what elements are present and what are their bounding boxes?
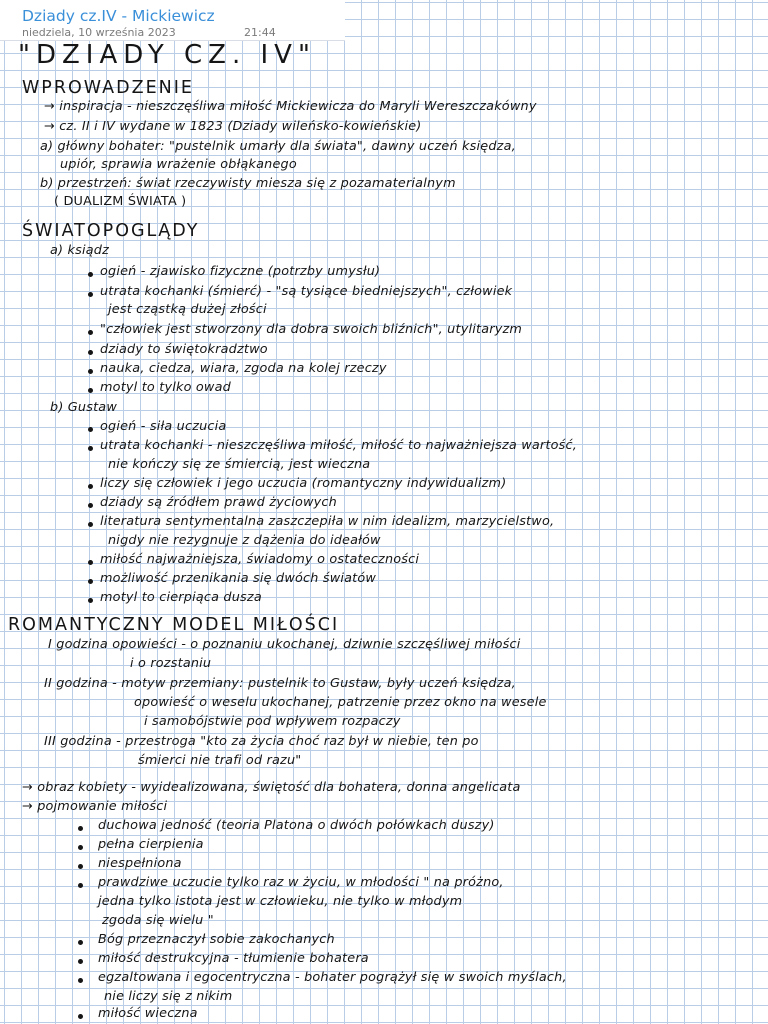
love-item-5: jedna tylko istota jest w człowieku, nie tylko w młodym (98, 894, 463, 909)
gustaw-item-9: możliwość przenikania się dwóch światów (100, 571, 377, 586)
priest-item-1: ogień - zjawisko fizyczne (potrzby umysłu) (100, 264, 381, 279)
note-title[interactable]: Dziady cz.IV - Mickiewicz (22, 7, 215, 25)
priest-item-2: utrata kochanki (śmierć) - "są tysiące biedniejszych", człowiek (100, 284, 513, 299)
hour1-line-b: i o rozstaniu (130, 656, 212, 671)
love-item-1: duchowa jedność (teoria Platona o dwóch połówkach duszy) (98, 818, 495, 833)
love-item-3: niespełniona (98, 856, 182, 871)
intro-line-1: → inspiracja - nieszczęśliwa miłość Mickiewicza do Maryli Wereszczakówny (44, 99, 537, 114)
bullet-dot (88, 330, 93, 335)
bullet-dot (78, 883, 83, 888)
gustaw-item-3: nie kończy się ze śmiercią, jest wieczna (108, 457, 371, 472)
gustaw-item-7: nigdy nie rezygnuje z dążenia do ideałów (108, 533, 381, 548)
bullet-dot (88, 388, 93, 393)
bullet-dot (88, 350, 93, 355)
bullet-dot (88, 292, 93, 297)
bullet-dot (78, 826, 83, 831)
bullet-dot (88, 503, 93, 508)
intro-line-3b: upiór, sprawia wrażenie obłąkanego (60, 157, 297, 172)
bullet-dot (88, 484, 93, 489)
note-date: niedziela, 10 września 2023 (22, 26, 176, 39)
intro-line-4b: ( DUALIZM ŚWIATA ) (54, 194, 187, 209)
views-heading: ŚWIATOPOGLĄDY (22, 221, 200, 241)
priest-label: a) ksiądz (50, 243, 110, 258)
hour2-line-a: II godzina - motyw przemiany: pustelnik to Gustaw, były uczeń księdza, (44, 676, 516, 691)
note-header (0, 0, 345, 41)
love-item-10: nie liczy się z nikim (104, 989, 233, 1004)
bullet-dot (88, 272, 93, 277)
bullet-dot (78, 864, 83, 869)
intro-line-2: → cz. II i IV wydane w 1823 (Dziady wileńsko-kowieńskie) (44, 119, 422, 134)
intro-line-4a: b) przestrzeń: świat rzeczywisty miesza się z pozamaterialnym (40, 176, 456, 191)
gustaw-label: b) Gustaw (50, 400, 118, 415)
gustaw-item-5: dziady są źródłem prawd życiowych (100, 495, 337, 510)
gustaw-item-2: utrata kochanki - nieszczęśliwa miłość, miłość to najważniejsza wartość, (100, 438, 577, 453)
intro-line-3a: a) główny bohater: "pustelnik umarły dla świata", dawny uczeń księdza, (40, 139, 516, 154)
love-item-4: prawdziwe uczucie tylko raz w życiu, w młodości " na próżno, (98, 875, 504, 890)
hour1-line-a: I godzina opowieści - o poznaniu ukochanej, dziwnie szczęśliwej miłości (48, 637, 521, 652)
bullet-dot (88, 522, 93, 527)
love-item-11: miłość wieczna (98, 1006, 198, 1021)
bullet-dot (88, 427, 93, 432)
bottom-line-1: → obraz kobiety - wyidealizowana, świętość dla bohatera, donna angelicata (22, 780, 521, 795)
hour3-line-a: III godzina - przestroga "kto za życia choć raz był w niebie, ten po (44, 734, 479, 749)
bullet-dot (88, 446, 93, 451)
priest-item-6: nauka, ciedza, wiara, zgoda na kolej rzeczy (100, 361, 387, 376)
love-item-2: pełna cierpienia (98, 837, 204, 852)
romantic-heading: ROMANTYCZNY MODEL MIŁOŚCI (8, 615, 340, 635)
gustaw-item-6: literatura sentymentalna zaszczepiła w nim idealizm, marzycielstwo, (100, 514, 555, 529)
bullet-dot (78, 978, 83, 983)
intro-heading: WPROWADZENIE (22, 78, 194, 98)
bullet-dot (78, 959, 83, 964)
bullet-dot (88, 369, 93, 374)
gustaw-item-4: liczy się człowiek i jego uczucia (romantyczny indywidualizm) (100, 476, 507, 491)
hour3-line-b: śmierci nie trafi od razu" (138, 753, 302, 768)
love-item-6: zgoda się wielu " (102, 913, 214, 928)
hour2-line-b: opowieść o weselu ukochanej, patrzenie przez okno na wesele (134, 695, 547, 710)
note-time: 21:44 (244, 26, 276, 39)
bullet-dot (88, 598, 93, 603)
gustaw-item-10: motyl to cierpiąca dusza (100, 590, 262, 605)
gustaw-item-8: miłość najważniejsza, świadomy o ostateczności (100, 552, 420, 567)
gustaw-item-1: ogień - siła uczucia (100, 419, 227, 434)
love-item-9: egzaltowana i egocentryczna - bohater pogrążył się w swoich myślach, (98, 970, 567, 985)
priest-item-3: jest cząstką dużej złości (108, 302, 267, 317)
bottom-line-2: → pojmowanie miłości (22, 799, 168, 814)
love-item-8: miłość destrukcyjna - tłumienie bohatera (98, 951, 369, 966)
priest-item-5: dziady to świętokradztwo (100, 342, 268, 357)
bullet-dot (78, 845, 83, 850)
main-title: "DZIADY CZ. IV" (18, 40, 316, 70)
priest-item-7: motyl to tylko owad (100, 380, 231, 395)
bullet-dot (78, 940, 83, 945)
hour2-line-c: i samobójstwie pod wpływem rozpaczy (144, 714, 401, 729)
priest-item-4: "człowiek jest stworzony dla dobra swoich bliźnich", utylitaryzm (100, 322, 523, 337)
bullet-dot (78, 1014, 83, 1019)
bullet-dot (88, 579, 93, 584)
bullet-dot (88, 560, 93, 565)
love-item-7: Bóg przeznaczył sobie zakochanych (98, 932, 335, 947)
